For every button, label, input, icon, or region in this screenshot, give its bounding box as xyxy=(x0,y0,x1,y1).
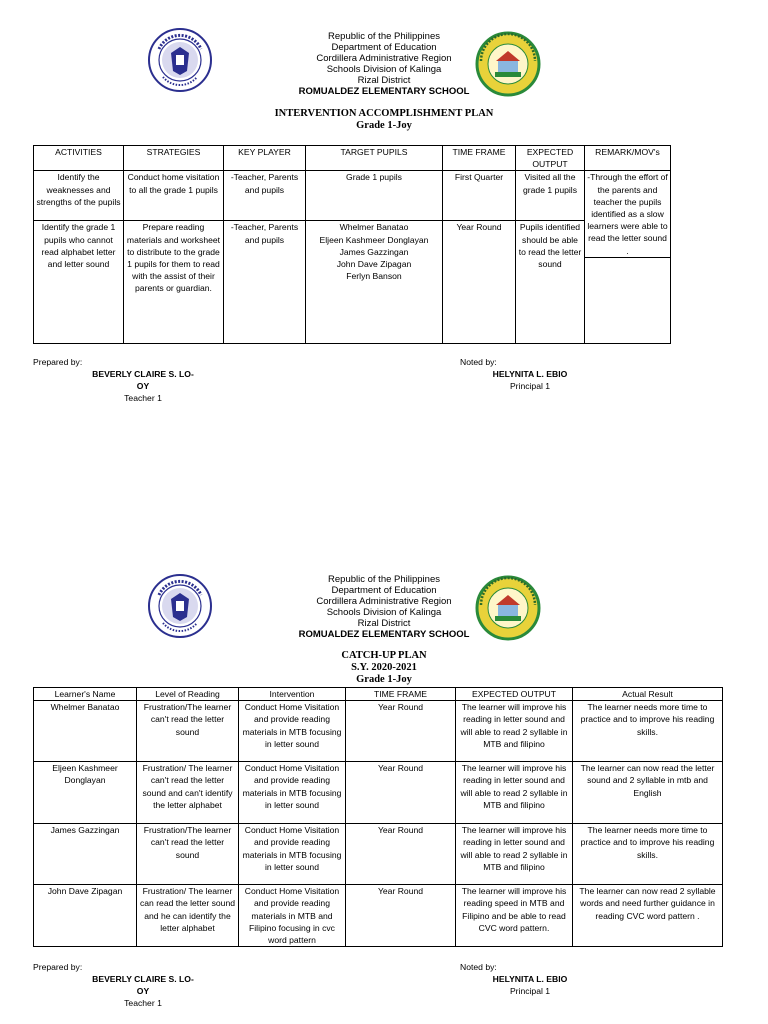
table-cell: The learner will improve his reading in letter sound and will able to read 2 syllable in MTB and filipino xyxy=(456,762,573,824)
letterhead-republic: Republic of the Philippines xyxy=(328,31,440,42)
remark-cell xyxy=(585,171,671,344)
noted-by-signatory xyxy=(480,973,580,997)
column-header: TIME FRAME xyxy=(443,146,516,171)
column-header: Actual Result xyxy=(573,688,723,701)
prepared-by-name: BEVERLY CLAIRE S. LO-OY xyxy=(92,974,194,996)
table-cell: James Gazzingan xyxy=(34,824,137,885)
noted-by-block xyxy=(460,961,497,973)
prepared-by-title: Teacher 1 xyxy=(124,393,162,403)
table-cell: Conduct Home Visitation and provide reading materials in MTB and Filipino focusing in cvc word pattern xyxy=(239,885,346,947)
table-cell: Eljeen Kashmeer Donglayan xyxy=(34,762,137,824)
table-cell: Identify the grade 1 pupils who cannot read alphabet letter and letter sound xyxy=(34,221,124,344)
column-header: EXPECTED OUTPUT xyxy=(456,688,573,701)
table-cell: The learner needs more time to practice and to improve his reading skills. xyxy=(573,701,723,762)
letterhead-republic: Republic of the Philippines xyxy=(328,574,440,585)
letterhead xyxy=(0,31,768,97)
letterhead-school: ROMUALDEZ ELEMENTARY SCHOOL xyxy=(298,629,470,640)
prepared-by-label: Prepared by: xyxy=(33,357,83,367)
table-header-row xyxy=(34,688,723,701)
column-header: Intervention xyxy=(239,688,346,701)
table-cell: The learner can now read 2 syllable words and need further guidance in reading CVC word pattern . xyxy=(573,885,723,947)
table-cell: -Teacher, Parents and pupils xyxy=(224,171,306,221)
noted-by-block xyxy=(460,356,497,368)
intervention-plan-table xyxy=(33,145,671,344)
column-header: Learner's Name xyxy=(34,688,137,701)
table-cell: Year Round xyxy=(346,762,456,824)
column-header: TIME FRAME xyxy=(346,688,456,701)
catch-up-plan-table xyxy=(33,687,723,947)
table-cell: First Quarter xyxy=(443,171,516,221)
plan1-title: INTERVENTION ACCOMPLISHMENT PLAN xyxy=(274,108,494,119)
plan1-subtitle: Grade 1-Joy xyxy=(356,120,412,131)
table-row xyxy=(34,762,723,824)
column-header: EXPECTED OUTPUT xyxy=(516,146,585,171)
table-row xyxy=(34,885,723,947)
table-cell: The learner will improve his reading speed in MTB and Filipino and be able to read CVC word pattern. xyxy=(456,885,573,947)
column-header: Level of Reading xyxy=(137,688,239,701)
letterhead-school: ROMUALDEZ ELEMENTARY SCHOOL xyxy=(298,86,470,97)
table-cell: -Teacher, Parents and pupils xyxy=(224,221,306,344)
noted-by-title: Principal 1 xyxy=(509,381,551,391)
noted-by-label: Noted by: xyxy=(460,962,497,972)
table-cell: Year Round xyxy=(443,221,516,344)
prepared-by-signatory xyxy=(88,368,198,404)
plan2-subtitle: Grade 1-Joy xyxy=(356,674,412,685)
table-cell: Year Round xyxy=(346,824,456,885)
prepared-by-signatory xyxy=(88,973,198,1009)
table-row xyxy=(34,221,671,344)
noted-by-title: Principal 1 xyxy=(509,986,551,996)
table-cell: Year Round xyxy=(346,701,456,762)
column-header: ACTIVITIES xyxy=(34,146,124,171)
table-cell: Conduct Home Visitation and provide reading materials in MTB focusing in letter sound xyxy=(239,824,346,885)
letterhead xyxy=(0,574,768,640)
letterhead-division: Schools Division of Kalinga xyxy=(326,607,442,618)
table-cell: Frustration/The learner can't read the letter sound xyxy=(137,824,239,885)
table-cell: Conduct Home Visitation and provide reading materials in MTB focusing in letter sound xyxy=(239,701,346,762)
plan2-title: CATCH-UP PLAN xyxy=(341,650,427,661)
table-cell: The learner will improve his reading in letter sound and will able to read 2 syllable in MTB and filipino xyxy=(456,701,573,762)
prepared-by-block xyxy=(33,961,82,973)
prepared-by-block xyxy=(33,356,82,368)
noted-by-name: HELYNITA L. EBIO xyxy=(492,369,568,379)
table-cell: The learner can now read the letter sound and 2 syllable in mtb and English xyxy=(573,762,723,824)
column-header: KEY PLAYER xyxy=(224,146,306,171)
table-row xyxy=(34,701,723,762)
table-cell: Whelmer Banatao xyxy=(34,701,137,762)
prepared-by-name: BEVERLY CLAIRE S. LO-OY xyxy=(92,369,194,391)
table-cell: Identify the weaknesses and strengths of the pupils xyxy=(34,171,124,221)
letterhead-district: Rizal District xyxy=(357,75,411,86)
prepared-by-title: Teacher 1 xyxy=(124,998,162,1008)
table-header-row xyxy=(34,146,671,171)
table-cell: Visited all the grade 1 pupils xyxy=(516,171,585,221)
noted-by-signatory xyxy=(480,368,580,392)
table-cell: Frustration/ The learner can't read the letter sound and can't identify the letter alphabet xyxy=(137,762,239,824)
plan2-school-year: S.Y. 2020-2021 xyxy=(351,662,417,673)
noted-by-label: Noted by: xyxy=(460,357,497,367)
table-cell: John Dave Zipagan xyxy=(34,885,137,947)
table-cell: Year Round xyxy=(346,885,456,947)
table-cell: Prepare reading materials and worksheet to distribute to the grade 1 pupils for them to read with the assist of their parents or guardian. xyxy=(124,221,224,344)
table-cell: Whelmer Banatao Eljeen Kashmeer Donglayan James Gazzingan John Dave Zipagan Ferlyn Banson xyxy=(306,221,443,344)
noted-by-name: HELYNITA L. EBIO xyxy=(492,974,568,984)
letterhead-division: Schools Division of Kalinga xyxy=(326,64,442,75)
table-cell: Grade 1 pupils xyxy=(306,171,443,221)
table-cell: The learner needs more time to practice and to improve his reading skills. xyxy=(573,824,723,885)
letterhead-department: Department of Education xyxy=(331,42,437,53)
prepared-by-label: Prepared by: xyxy=(33,962,83,972)
table-cell: Conduct home visitation to all the grade 1 pupils xyxy=(124,171,224,221)
column-header: REMARK/MOV's xyxy=(585,146,671,171)
table-cell: Frustration/ The learner can read the letter sound and he can identify the letter alphabet xyxy=(137,885,239,947)
letterhead-district: Rizal District xyxy=(357,618,411,629)
column-header: STRATEGIES xyxy=(124,146,224,171)
table-row xyxy=(34,824,723,885)
letterhead-region: Cordillera Administrative Region xyxy=(316,596,452,607)
table-cell: Pupils identified should be able to read the letter sound xyxy=(516,221,585,344)
remark-text: -Through the effort of the parents and teacher the pupils identified as a slow learners were able to read the letter sound . xyxy=(585,171,670,258)
letterhead-department: Department of Education xyxy=(331,585,437,596)
table-cell: Conduct Home Visitation and provide reading materials in MTB focusing in letter sound xyxy=(239,762,346,824)
table-cell: The learner will improve his reading in letter sound and will able to read 2 syllable in MTB and filipino xyxy=(456,824,573,885)
letterhead-region: Cordillera Administrative Region xyxy=(316,53,452,64)
column-header: TARGET PUPILS xyxy=(306,146,443,171)
table-cell: Frustration/The learner can't read the letter sound xyxy=(137,701,239,762)
table-row xyxy=(34,171,671,221)
